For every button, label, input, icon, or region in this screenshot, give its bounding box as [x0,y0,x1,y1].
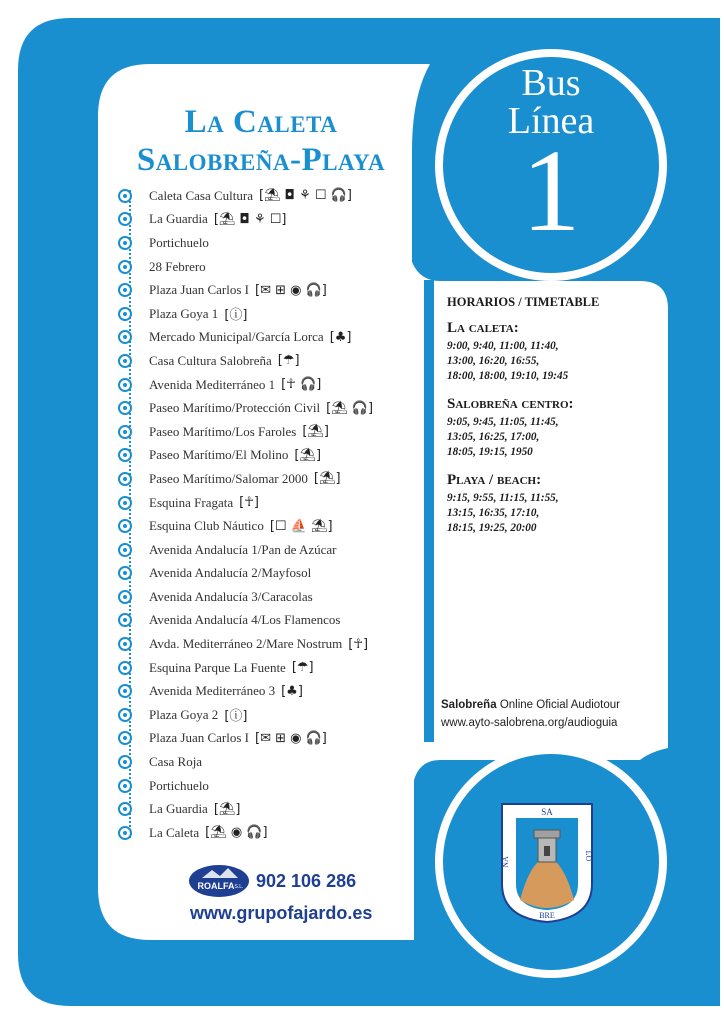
stop-services-icons: [☂] [277,353,300,369]
stop-item [118,821,418,845]
timetable-stop-name: Salobreña centro: [447,396,574,412]
stop-marker-icon [118,613,132,627]
stop-marker-icon [118,590,132,604]
line-label: Línea [507,100,595,142]
timetable [447,295,637,548]
stop-services-icons: [☥ 🎧] [281,377,322,393]
line-number: 1 [521,125,581,256]
stop-marker-icon [118,189,132,203]
times-line: 9:15, 9:55, 11:15, 11:55, [447,492,559,504]
stop-name: Plaza Goya 1 [149,305,219,321]
stop-item [118,703,418,727]
stop-item [118,514,418,538]
stop-name: Avenida Mediterráneo 3 [149,683,276,699]
stop-name: Plaza Juan Carlos I [149,282,250,298]
stop-item [118,326,418,350]
stop-marker-icon [118,330,132,344]
roalfa-logo [188,864,250,898]
stop-name: Paseo Marítimo/Los Faroles [149,423,297,439]
timetable-stop-name: Playa / beach: [447,472,542,488]
stop-marker-icon [118,212,132,226]
stop-services-icons: [♣] [329,329,352,345]
timetable-block [447,320,637,384]
stop-name: Esquina Parque La Fuente [149,659,286,675]
stop-name: La Guardia [149,211,208,227]
times-line: 9:00, 9:40, 11:00, 11:40, [447,340,559,352]
stop-name: Avenida Andalucía 2/Mayfosol [149,565,312,581]
stop-name: Paseo Marítimo/Protección Civil [149,400,321,416]
stop-marker-icon [118,425,132,439]
stop-item [118,349,418,373]
stop-item [118,609,418,633]
stop-name: Paseo Marítimo/Salomar 2000 [149,470,308,486]
stop-marker-icon [118,802,132,816]
stop-name: Plaza Goya 2 [149,706,219,722]
times-line: 13:00, 16:20, 16:55, [447,355,540,367]
stop-marker-icon [118,519,132,533]
stop-services-icons: [⛱] [213,801,241,817]
stop-name: Paseo Marítimo/El Molino [149,447,289,463]
stop-item [118,184,418,208]
stop-marker-icon [118,826,132,840]
stop-item [118,797,418,821]
stop-services-icons: [⛱] [302,424,329,440]
page-title-line2: Salobreña-Playa [136,142,386,178]
stop-item [118,278,418,302]
stop-name: Casa Roja [149,754,203,770]
logo-suffix: S.L. [234,884,244,890]
times-line: 9:05, 9:45, 11:05, 11:45, [447,416,559,428]
crest-letters-right: LO [584,850,593,862]
stop-item [118,750,418,774]
stop-marker-icon [118,354,132,368]
logo-text: ROALFA [197,881,235,891]
stop-item [118,538,418,562]
stop-services-icons: [ⓘ] [224,308,248,324]
stop-item [118,467,418,491]
stop-name: La Guardia [149,801,208,817]
stop-item [118,727,418,751]
stop-marker-icon [118,637,132,651]
stop-services-icons: [⛱] [313,471,341,487]
stop-item [118,679,418,703]
stop-marker-icon [118,472,132,486]
page-title-line1: La Caleta [184,104,338,140]
stop-services-icons: [☥] [348,636,369,652]
stop-name: Caleta Casa Cultura [149,187,253,203]
timetable-block [447,472,637,536]
stop-name: Esquina Fragata [149,494,234,510]
stop-services-icons: [⛱ ◘ ⚘ ☐] [213,211,287,227]
stop-marker-icon [118,307,132,321]
audiotour-info [441,696,620,732]
stop-name: Portichuelo [149,234,209,250]
stop-services-icons: [⛱ 🎧] [326,400,374,416]
audiotour-url[interactable]: www.ayto-salobrena.org/audioguia [441,717,618,729]
stop-item [118,585,418,609]
times-line: 18:15, 19:25, 20:00 [447,522,537,534]
timetable-times [447,415,637,460]
stop-marker-icon [118,684,132,698]
stop-marker-icon [118,496,132,510]
salobrena-crest [498,800,596,924]
times-line: 13:05, 16:25, 17:00, [447,431,540,443]
stop-name: Avda. Mediterráneo 2/Mare Nostrum [149,636,343,652]
stop-marker-icon [118,543,132,557]
stop-item [118,774,418,798]
stop-services-icons: [☐ ⛵ ⛱] [269,518,333,534]
times-line: 13:15, 16:35, 17:10, [447,507,540,519]
stop-name: Plaza Juan Carlos I [149,730,250,746]
stop-item [118,632,418,656]
stop-item [118,373,418,397]
stop-item [118,255,418,279]
stop-marker-icon [118,661,132,675]
timetable-stop-name: La caleta: [447,320,519,336]
stop-marker-icon [118,378,132,392]
audiotour-text: Online Oficial Audiotour [499,699,620,711]
website-link[interactable]: www.grupofajardo.es [190,903,373,923]
stop-marker-icon [118,731,132,745]
stop-marker-icon [118,448,132,462]
crest-letters-left: ÑA [501,856,510,868]
phone-number[interactable]: 902 106 286 [256,871,357,891]
bus-label: Bus [521,62,581,104]
stop-name: Avenida Andalucía 4/Los Flamencos [149,612,341,628]
stop-item [118,231,418,255]
stop-marker-icon [118,755,132,769]
stop-item [118,208,418,232]
stop-name: Avenida Mediterráneo 1 [149,376,276,392]
stop-item [118,562,418,586]
stop-services-icons: [✉ ⊞ ◉ 🎧] [255,282,327,298]
stop-item [118,444,418,468]
stop-name: Avenida Andalucía 1/Pan de Azúcar [149,541,337,557]
timetable-times [447,339,637,384]
stop-services-icons: [☂] [291,660,314,676]
stop-marker-icon [118,283,132,297]
times-line: 18:05, 19:15, 1950 [447,446,533,458]
stop-name: Portichuelo [149,777,209,793]
stop-name: Casa Cultura Salobreña [149,352,272,368]
stop-item [118,420,418,444]
stop-services-icons: [☥] [239,495,259,511]
timetable-block [447,396,637,460]
stop-name: Mercado Municipal/García Lorca [149,329,324,345]
stop-item [118,396,418,420]
stop-name: 28 Febrero [149,258,206,274]
timetable-heading: HORARIOS / TIMETABLE [447,295,600,309]
times-line: 18:00, 18:00, 19:10, 19:45 [447,370,569,382]
stop-marker-icon [118,566,132,580]
stop-services-icons: [ⓘ] [224,709,248,725]
timetable-times [447,491,637,536]
stop-name: Avenida Andalucía 3/Caracolas [149,588,313,604]
stop-services-icons: [⛱ ◘ ⚘ ☐ 🎧] [258,188,352,204]
crest-letters-top: SA [541,807,553,817]
stop-item [118,302,418,326]
stop-item [118,491,418,515]
stop-list [118,184,418,845]
stop-name: La Caleta [149,824,200,840]
stop-marker-icon [118,401,132,415]
audiotour-brand: Salobreña [441,699,497,711]
stop-marker-icon [118,779,132,793]
stop-services-icons: [✉ ⊞ ◉ 🎧] [255,730,327,746]
stop-marker-icon [118,708,132,722]
stop-item [118,656,418,680]
stop-services-icons: [♣] [281,683,303,699]
crest-letters-bottom: BRE [539,911,555,920]
stop-marker-icon [118,236,132,250]
stop-services-icons: [⛱] [294,447,322,463]
stop-services-icons: [⛱ ◉ 🎧] [205,825,268,841]
stop-marker-icon [118,260,132,274]
stop-name: Esquina Club Náutico [149,518,264,534]
